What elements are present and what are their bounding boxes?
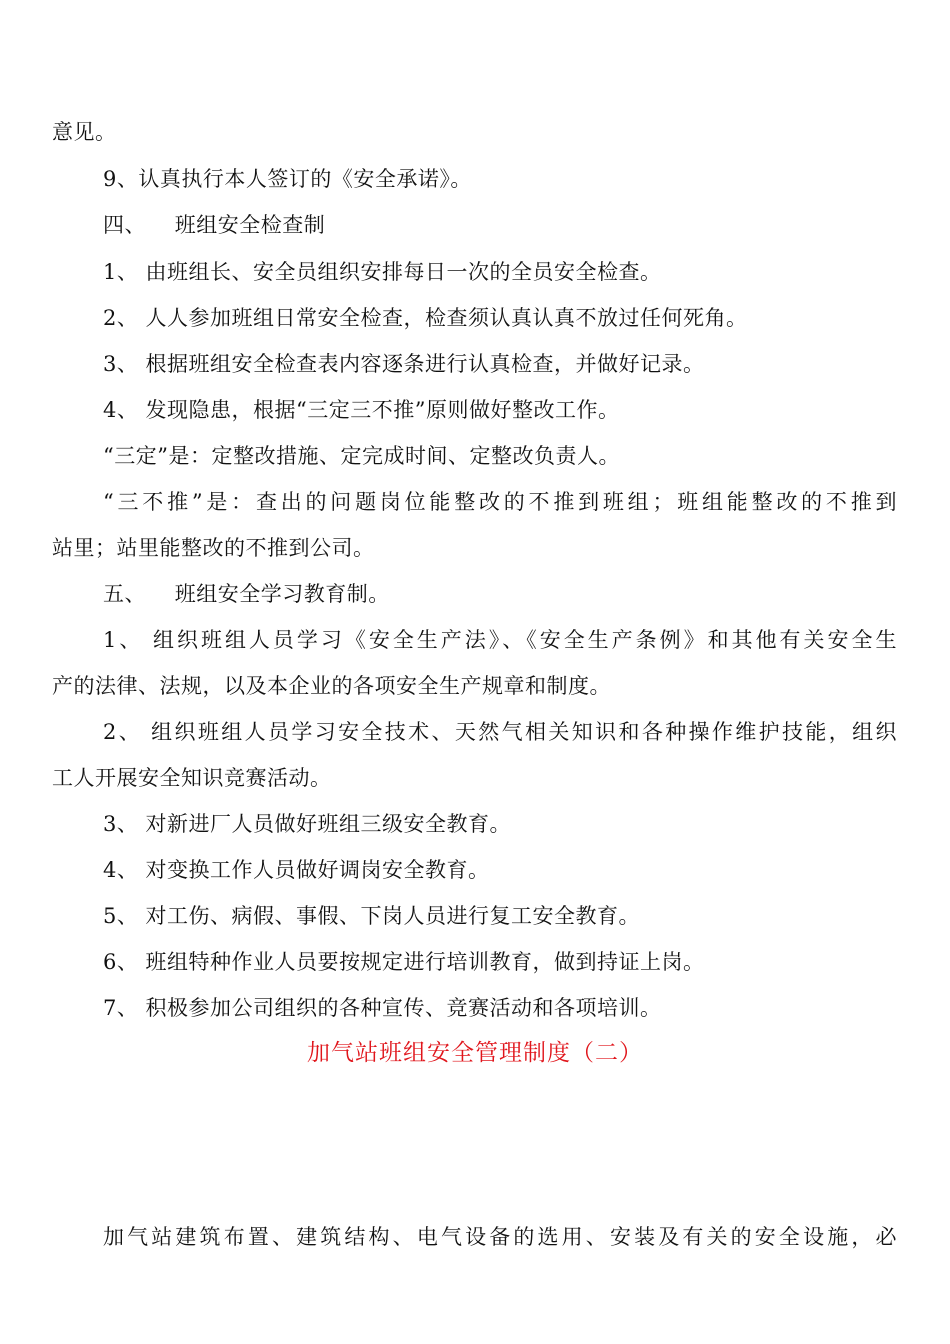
list-item: 1、 组织班组人员学习《安全生产法》、《安全生产条例》和其他有关安全生 (103, 628, 897, 652)
paragraph-line: 加气站建筑布置、建筑结构、电气设备的选用、安装及有关的安全设施，必 (103, 1225, 897, 1249)
paragraph-line: 9、认真执行本人签订的《安全承诺》。 (103, 167, 472, 191)
list-item: 2、 人人参加班组日常安全检查，检查须认真认真不放过任何死角。 (103, 306, 748, 330)
list-item: 3、 对新进厂人员做好班组三级安全教育。 (103, 812, 512, 836)
section-title: 加气站班组安全管理制度（二） (307, 1040, 643, 1066)
list-item: 4、 对变换工作人员做好调岗安全教育。 (103, 858, 490, 882)
list-item: 5、 对工伤、病假、事假、下岗人员进行复工安全教育。 (103, 904, 641, 928)
paragraph-line: “三不推”是：查出的问题岗位能整改的不推到班组；班组能整改的不推到 (103, 490, 897, 514)
paragraph-line: 站里；站里能整改的不推到公司。 (52, 536, 375, 560)
list-item: 3、 根据班组安全检查表内容逐条进行认真检查，并做好记录。 (103, 352, 705, 376)
paragraph-line: “三定”是：定整改措施、定完成时间、定整改负责人。 (103, 444, 620, 468)
list-item: 2、 组织班组人员学习安全技术、天然气相关知识和各种操作维护技能，组织 (103, 720, 897, 744)
section-heading: 四、 班组安全检查制 (103, 213, 326, 237)
list-item: 6、 班组特种作业人员要按规定进行培训教育，做到持证上岗。 (103, 950, 705, 974)
paragraph-line: 意见。 (52, 120, 117, 144)
list-item: 7、 积极参加公司组织的各种宣传、竞赛活动和各项培训。 (103, 996, 662, 1020)
paragraph-line: 产的法律、法规，以及本企业的各项安全生产规章和制度。 (52, 674, 611, 698)
list-item: 4、 发现隐患，根据“三定三不推”原则做好整改工作。 (103, 398, 620, 422)
list-item: 1、 由班组长、安全员组织安排每日一次的全员安全检查。 (103, 260, 662, 284)
section-heading: 五、 班组安全学习教育制。 (103, 582, 390, 606)
paragraph-line: 工人开展安全知识竞赛活动。 (52, 766, 332, 790)
